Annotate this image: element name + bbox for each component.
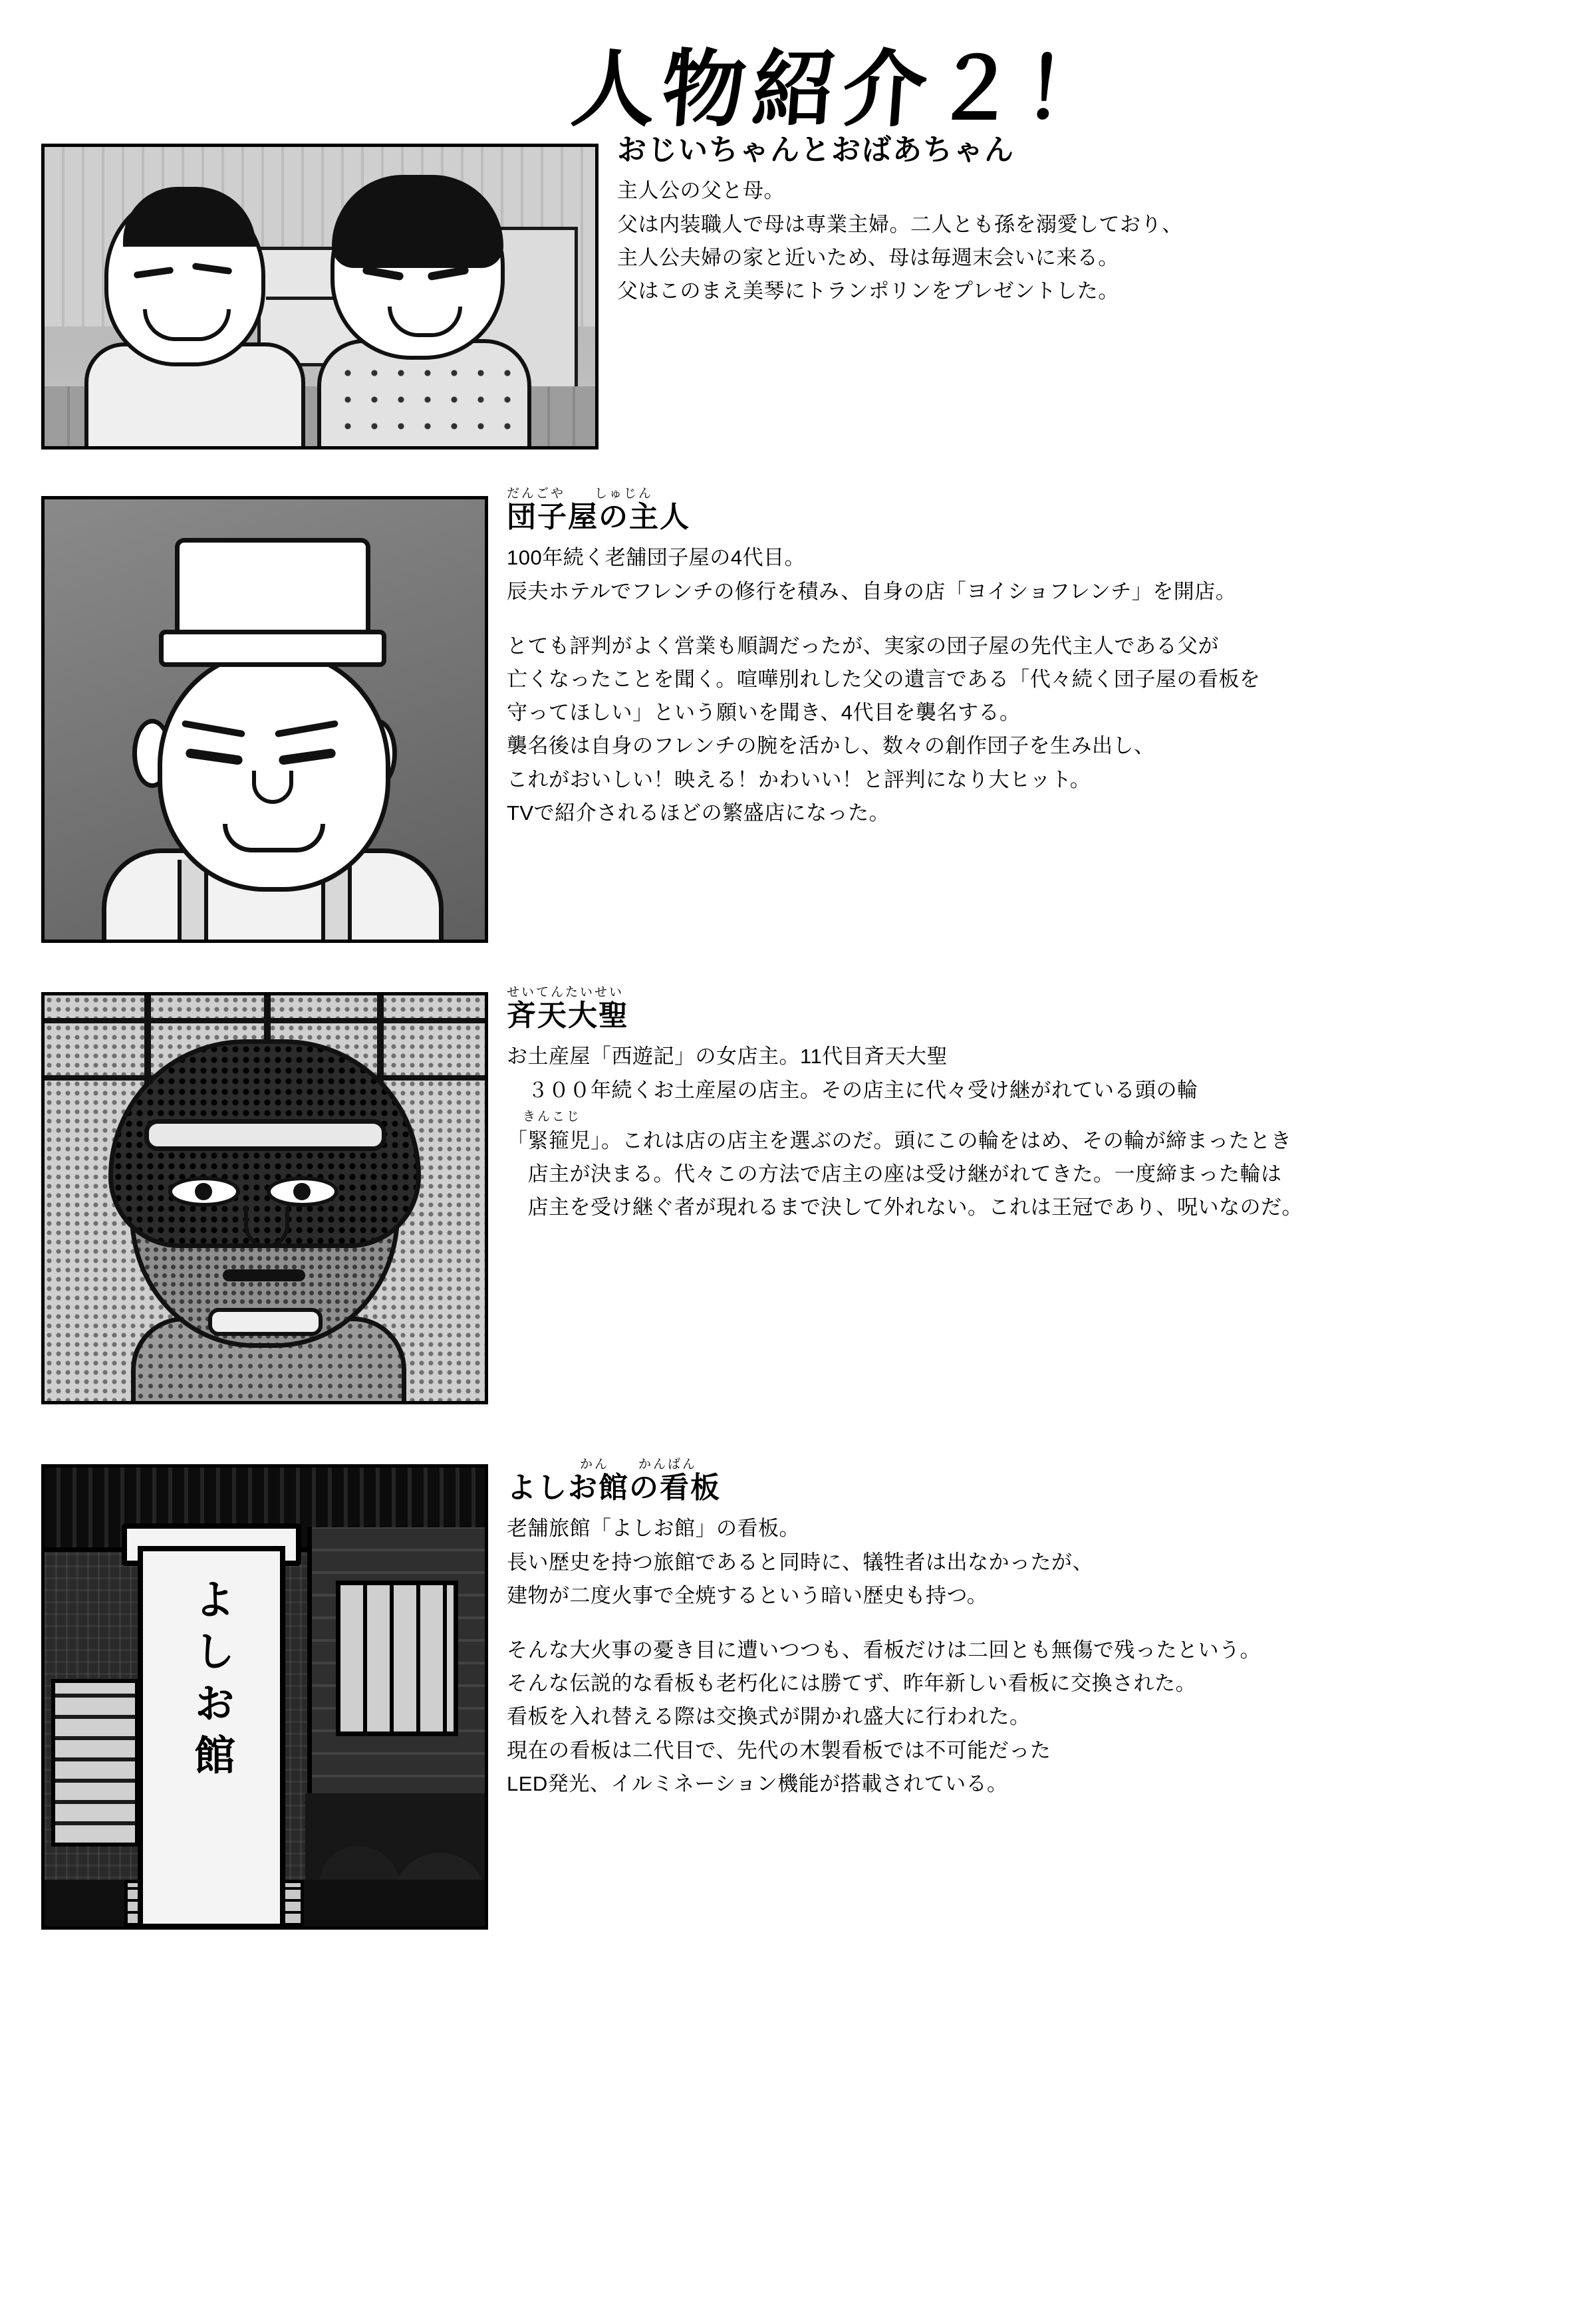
grandparents-line-2: 父は内装職人で母は専業主婦。二人とも孫を溺愛しており、 [617,212,1183,236]
owner-eye-right [267,1176,338,1207]
dango-master-ruby [507,484,1596,501]
owner-eye-left [168,1176,240,1207]
dango-master-line-2: 辰夫ホテルでフレンチの修行を積み、自身の店「ヨイショフレンチ」を開店。 [507,579,1237,603]
grandmother-eye-left [362,266,404,281]
yoshiokan-ruby [507,1455,1596,1472]
grandmother-pattern [334,360,514,440]
grandmother-hair [332,175,503,268]
paragraph-gap [507,608,1596,630]
grandparents-line-1: 主人公の父と母。 [617,179,785,203]
entry-dango-master [0,481,1596,943]
yoshiokan-line-7: 現在の看板は二代目で、先代の木製看板では不可能だった [507,1738,1051,1762]
dango-master-illustration [41,496,488,943]
seiten-taisei-line-4: 店主が決まる。代々この方法で店主の座は受け継がれてきた。一度締まった輪は [507,1162,1282,1186]
dango-master-line-3: とても評判がよく営業も順調だったが、実家の団子屋の先代主人である父が [507,634,1219,658]
entry-seiten-taisei [0,980,1596,1404]
yoshiokan-sign-illustration [41,1464,488,1930]
dango-master-line-7: これがおいしい！映える！かわいい！と評判になり大ヒット。 [507,767,1091,791]
paragraph-gap [507,1612,1596,1634]
yoshiokan-line-2: 長い歴史を持つ旅館であると同時に、犠牲者は出なかったが、 [507,1550,1093,1574]
yoshiokan-line-1: 老舗旅館「よしお館」の看板。 [507,1517,800,1541]
grandfather-head [104,192,265,366]
yoshiokan-line-6: 看板を入れ替える際は交換式が開かれ盛大に行われた。 [507,1705,1031,1729]
grandparents-line-4: 父はこのまえ美琴にトランポリンをプレゼントした。 [617,279,1119,303]
dango-master-name: 団子屋の主人 [507,500,690,534]
page-title: 人物紹介２！ [568,41,1118,138]
seiten-taisei-line-1: お土産屋「西遊記」の女店主。11代目斉天大聖 [507,1045,948,1069]
dango-master-line-6: 襲名後は自身のフレンチの腕を活かし、数々の創作団子を生み出し、 [507,734,1155,758]
yoshiokan-name: よしお館の看板 [507,1471,721,1505]
yoshiokan-line-8: LED発光、イルミネーション機能が搭載されている。 [507,1771,1008,1795]
seiten-taisei-illustration [41,992,488,1404]
grandmother-eye-right [427,266,469,281]
dango-master-line-1: 100年続く老舗団子屋の4代目。 [507,546,805,570]
seiten-taisei-name: 斉天大聖 [507,999,629,1033]
seiten-taisei-line-3: 「緊箍児」。これは店の店主を選ぶのだ。頭にこの輪をはめ、その輪が締まったとき [507,1128,1292,1152]
sign-text-wrap [143,1578,280,1785]
grandfather-eye-right [192,263,233,275]
master-mouth [223,824,325,852]
grandparents-illustration [41,144,598,449]
yoshiokan-line-4: そんな大火事の憂き目に遭いつつも、看板だけは二回とも無傷で残ったという。 [507,1638,1261,1662]
ruby-text: きんこじ [523,1109,582,1124]
entry-yoshiokan-sign [0,1452,1596,1930]
owner-choker [208,1308,323,1336]
grandmother-mouth [388,307,462,337]
owner-mouth [223,1269,305,1281]
dango-master-line-8: TVで紹介されるほどの繁盛店になった。 [507,801,890,825]
yoshiokan-line-3: 建物が二度火事で全焼するという暗い歴史も持つ。 [507,1583,988,1607]
owner-pupil-left [195,1183,212,1200]
dango-master-line-5: 守ってほしい」という願いを聞き、4代目を襲名する。 [507,701,1021,725]
grandparents-text-block [598,132,1596,308]
ruby-text: だんごや しゅじん [507,487,654,501]
head-ring-icon [144,1119,386,1151]
grandmother-head [331,186,505,360]
sign-pillar [138,1546,285,1929]
entry-grandparents [0,132,1596,449]
yoshiokan-line-5: そんな伝説的な看板も老朽化には勝てず、昨年新しい看板に交換された。 [507,1672,1197,1696]
seiten-taisei-line-2: ３００年続くお土産屋の店主。その店主に代々受け継がれている頭の輪 [507,1078,1198,1102]
ruby-text: かん かんばん [580,1458,698,1472]
yoshiokan-text-block [488,1452,1596,1801]
dango-master-text-block [488,481,1596,830]
grandfather-mouth [143,309,231,341]
grandfather-hair [123,187,256,247]
seiten-taisei-line-5: 店主を受け継ぐ者が現れるまで決して外れない。これは王冠であり、呪いなのだ。 [507,1196,1303,1219]
grandmother-figure [311,180,530,446]
ruby-text: せいてんたいせい [507,985,624,999]
grandfather-figure [84,193,297,446]
seiten-taisei-inline-ruby [507,1107,1596,1124]
grandparents-name: おじいちゃんとおばあちゃん [617,133,1015,167]
seiten-taisei-ruby [507,983,1596,1000]
dango-master-line-4: 亡くなったことを聞く。喧嘩別れした父の遺言である「代々続く団子屋の看板を [507,668,1261,692]
lantern-stack [51,1679,139,1847]
grandparents-line-3: 主人公夫婦の家と近いため、母は毎週末会いに来る。 [617,245,1119,269]
seiten-taisei-text-block [488,980,1596,1224]
chef-hat-brim [159,630,386,667]
owner-pupil-right [293,1183,311,1200]
sign-text: よしお館 [187,1578,236,1785]
shoji-window [336,1581,458,1736]
grandfather-eye-left [134,267,174,279]
